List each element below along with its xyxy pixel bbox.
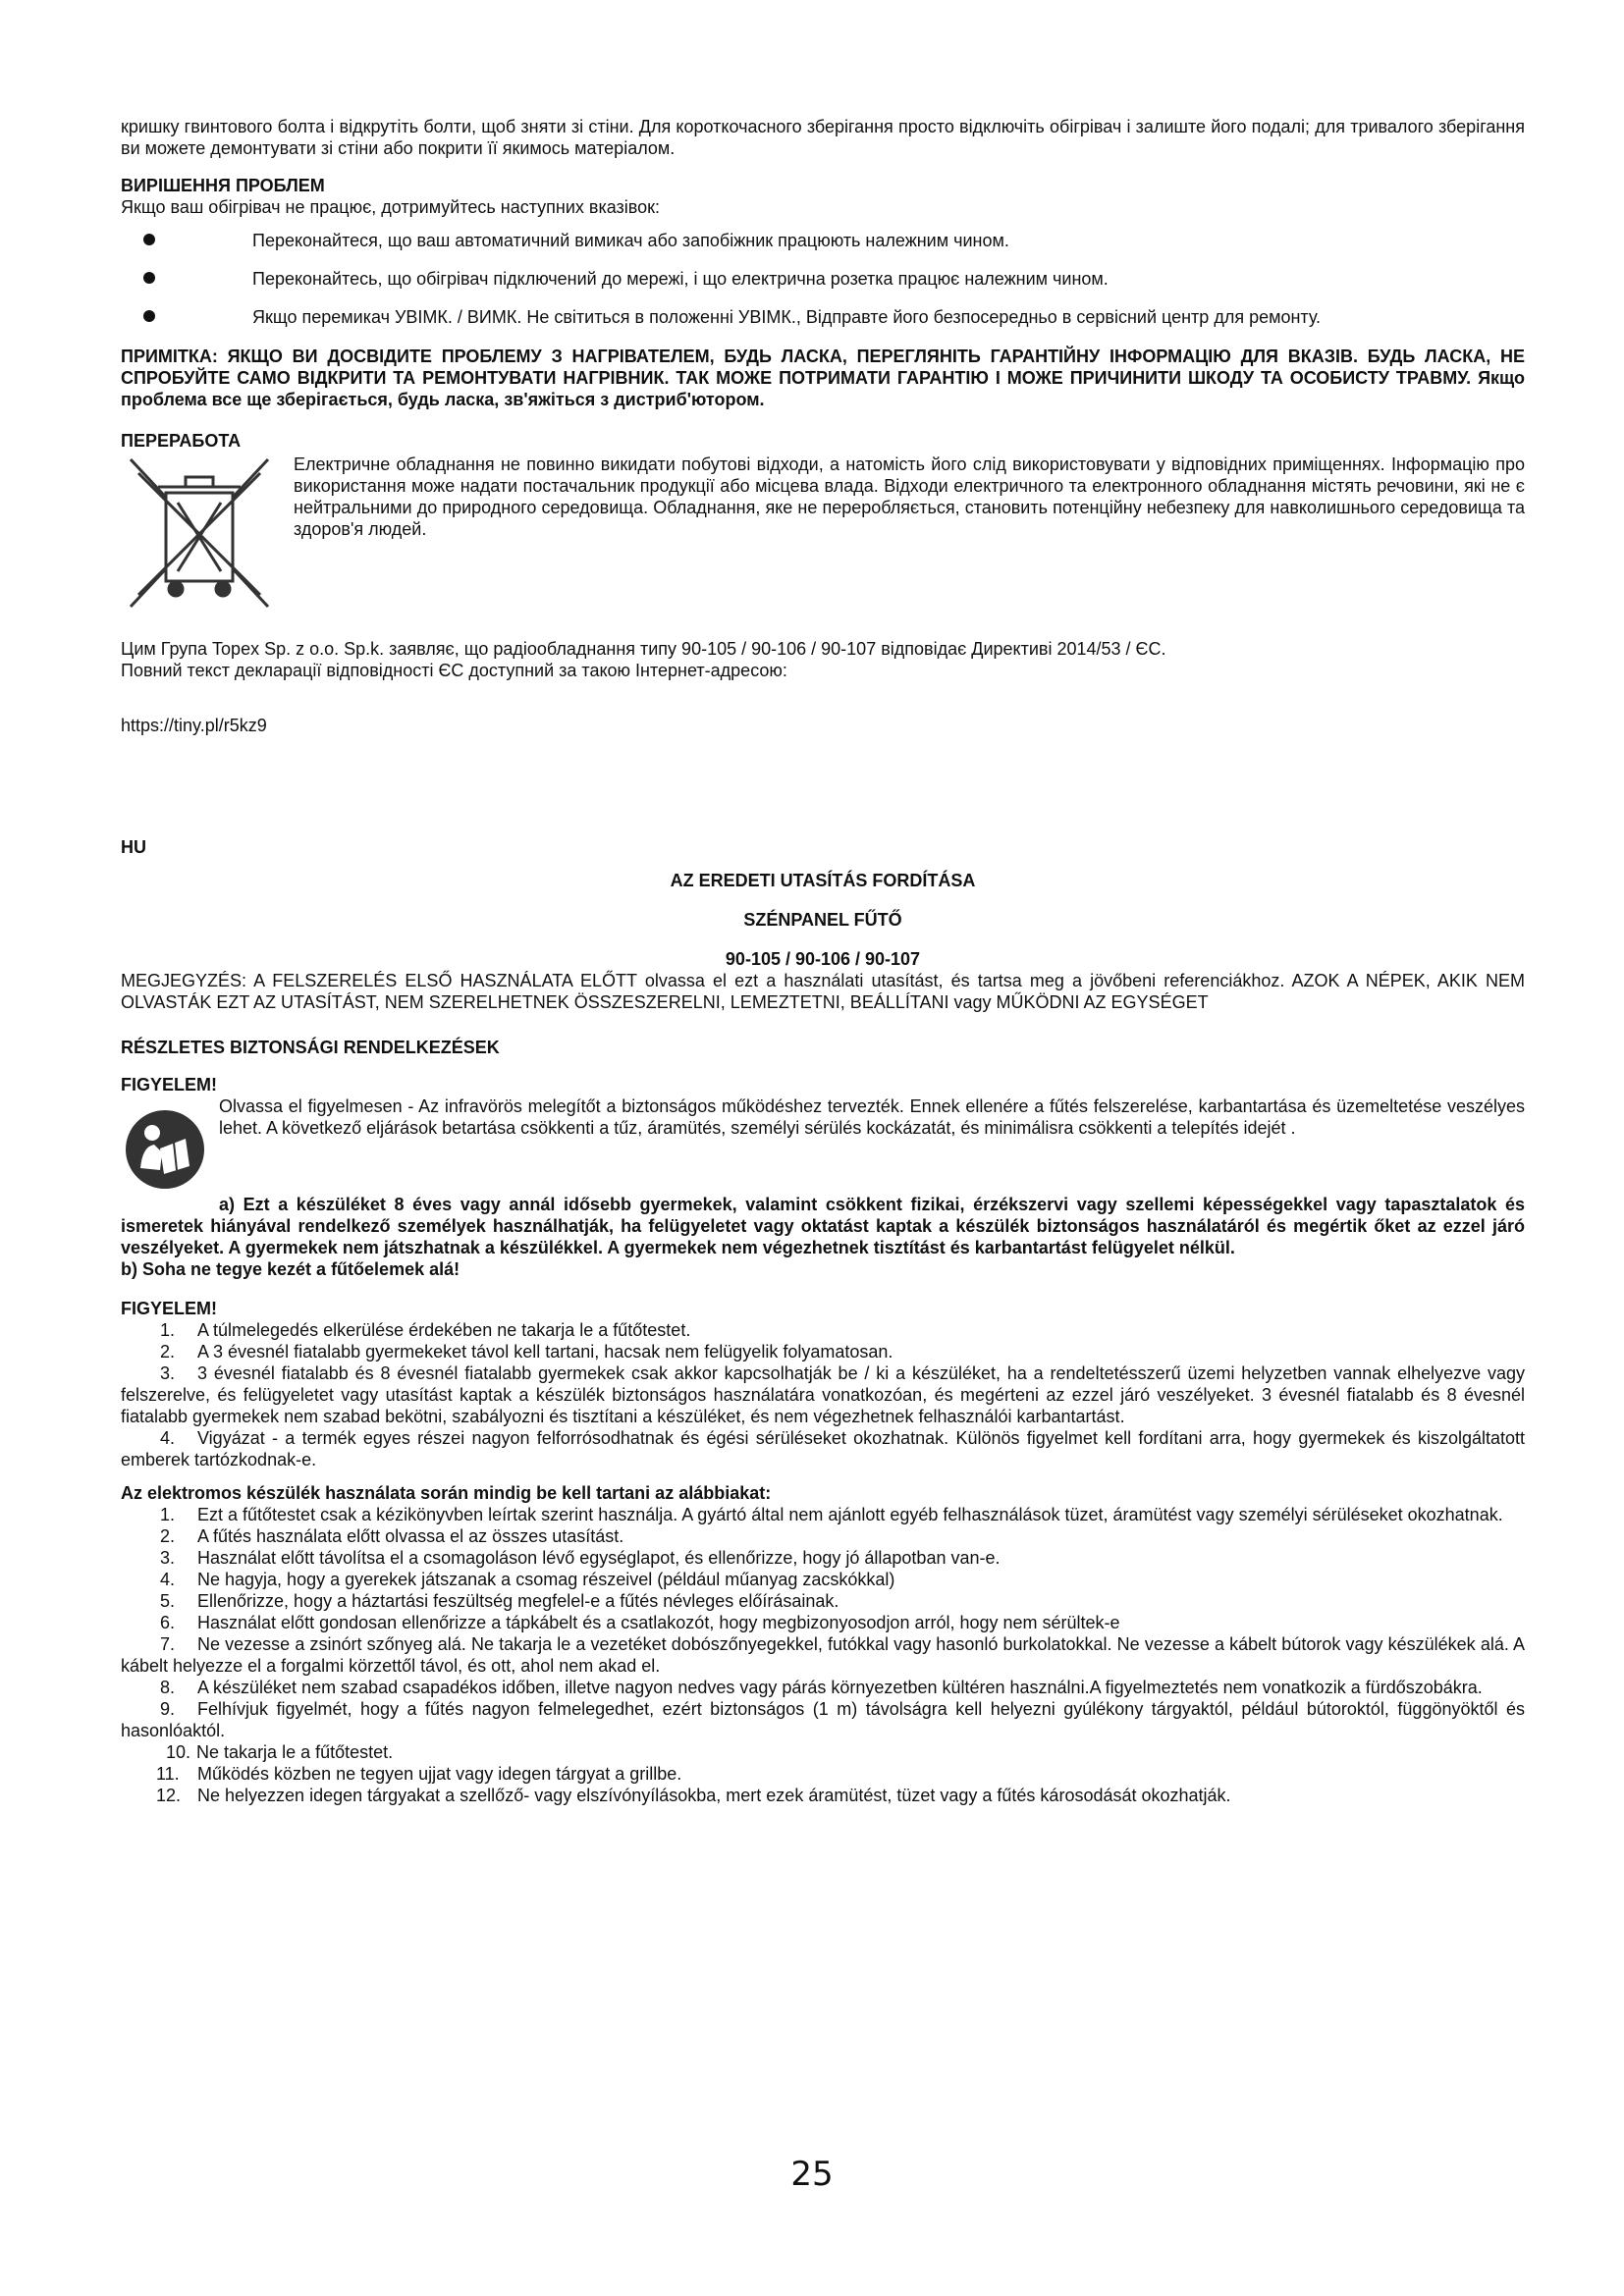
hu-title-2: SZÉNPANEL FŰTŐ [743,910,902,930]
list-item: 12. Ne helyezzen idegen tárgyakat a szellőző- vagy elszívónyílásokba, mert ezek áramütést, tüzet vagy a fűtés károsodását okozhatják. [156,1786,1231,1805]
list-item: 10. Ne takarja le a fűtőtestet. [166,1742,394,1762]
page-number: 25 [790,2155,834,2194]
uk-declaration-line-2: Повний текст декларації відповідності ЄС доступний за такою Інтернет-адресою: [121,661,787,680]
bullet-icon [143,234,155,245]
crossed-out-bin-icon [121,454,294,611]
uk-troubleshoot-heading: ВИРІШЕННЯ ПРОБЛЕМ [121,176,325,195]
list-item: 1. A túlmelegedés elkerülése érdekében ne takarja le a fűtőtestet. [160,1320,691,1340]
uk-recycling-heading: ПЕРЕРАБОТА [121,431,242,451]
list-item: 9. Felhívjuk figyelmét, hogy a fűtés nagyon felmelegedhet, ezért biztonságos (1 m) távolságra kell helyezni gyúlékony tárgyaktól, például bútoroktól, függönyöktől és hasonlóaktól. [121,1699,1525,1740]
hu-warning-text: Olvassa el figyelmesen - Az infravörös melegítőt a biztonságos működéshez tervezték. Ennek ellenére a fűtés felszerelése, karbantartása és üzemeltetése veszélyes lehet. A következő eljárások betartása csökkenti a tűz, áramütés, személyi sérülés kockázatát, és minimálisra csökkenti a telepítés idejét . [219,1096,1525,1138]
hu-electric-list [121,1504,1525,1806]
list-item: Якщо перемикач УВІМК. / ВИМК. Не світиться в положенні УВІМК., Відправте його безпосередньо в сервісний центр для ремонту. [121,306,1525,328]
list-item: 2. A 3 évesnél fiatalabb gyermekeket távol kell tartani, hacsak nem felügyelik folyamatosan. [160,1342,893,1362]
list-item: 5. Ellenőrizze, hogy a háztartási feszültség megfelel-e a fűtés névleges előírásainak. [160,1591,839,1611]
uk-declaration-line-1: Цим Група Topex Sp. z o.o. Sp.k. заявляє, що радіообладнання типу 90-105 / 90-106 / 90-107 відповідає Директиві 2014/53 / ЄС. [121,639,1166,659]
list-item: 3. 3 évesnél fiatalabb és 8 évesnél fiatalabb gyermekek csak akkor kapcsolhatják be / ki a készüléket, ha a rendeltetésszerű üzemi helyzetben vannak elhelyezve vagy felszerelve, és felügyeletet vagy utasítást kaptak a készülék biztonságos használatára vonatkozóan, és megérteni az ezzel járó veszélyeket. 3 évesnél fiatalabb és 8 évesnél fiatalabb gyermekek nem szabad bekötni, szabályozni és tisztítani a készüléket, és nem végezhetnek felhasználói karbantartást. [121,1363,1525,1426]
bullet-icon [143,272,155,284]
uk-recycling-text: Електричне обладнання не повинно викидати побутові відходи, а натомість його слід використовувати у відповідних приміщеннях. Інформацію про використання може надати постачальник продукції або місцева влада. Відходи електричного та електронного обладнання містять речовини, які не є нейтральними до природного середовища. Обладнання, яке не переробляється, становить потенційну небезпеку для навколишнього середовища та здоров'я людей. [294,454,1525,539]
list-item: 7. Ne vezesse a zsinórt szőnyeg alá. Ne takarja le a vezetéket dobószőnyegekkel, futókkal vagy hasonló burkolatokkal. Ne vezesse a kábelt bútorok vagy készülékek alá. A kábelt helyezze el a forgalmi körzettől távol, és ott, ahol nem akad el. [121,1634,1525,1676]
hu-title-1: AZ EREDETI UTASÍTÁS FORDÍTÁSA [670,871,976,890]
list-item: 4. Vigyázat - a termék egyes részei nagyon felforrósodhatnak és égési sérüléseket okozhatnak. Különös figyelmet kell fordítani arra, hogy gyermekek és kiszolgáltatott emberek tartózkodnak-e. [121,1428,1525,1469]
hu-attention-1: FIGYELEM! [121,1075,217,1095]
read-manual-icon [121,1105,219,1194]
list-item: Переконайтеся, що ваш автоматичний вимикач або запобіжник працюють належним чином. [121,230,1525,251]
list-item: 11. Működés közben ne tegyen ujjat vagy idegen tárgyat a grillbe. [156,1764,682,1784]
list-item: 1. Ezt a fűtőtestet csak a kézikönyvben leírtak szerint használja. A gyártó által nem ajánlott egyéb felhasználások tüzet, áramütést vagy személyi sérüléseket okozhatnak. [160,1505,1503,1524]
hu-attention-2: FIGYELEM! [121,1299,217,1318]
hu-notice: MEGJEGYZÉS: A FELSZERELÉS ELSŐ HASZNÁLATA ELŐTT olvassa el ezt a használati utasítást, és tartsa meg a jövőbeni referenciákhoz. AZOK A NÉPEK, AKIK NEM OLVASTÁK EZT AZ UTASÍTÁST, NEM SZERELHETNEK ÖSSZESZERELNI, LEMEZTETNI, BEÁLLÍTANI vagy MŰKÖDNI AZ EGYSÉGET [121,971,1525,1012]
list-item: 4. Ne hagyja, hogy a gyerekek játszanak a csomag részeivel (például műanyag zacskókkal) [160,1570,895,1589]
uk-bullet-list [121,230,1525,328]
uk-intro-paragraph: кришку гвинтового болта і відкрутіть болти, щоб зняти зі стіни. Для короткочасного зберігання просто відключіть обігрівач і залиште його подалі; для тривалого зберігання ви можете демонтувати зі стіни або покрити її якимось матеріалом. [121,117,1525,158]
list-item: 6. Használat előtt gondosan ellenőrizze a tápkábelt és a csatlakozót, hogy megbizonyosodjon arról, hogy nem sérültek-e [160,1613,1120,1632]
hu-language-code: HU [121,837,146,857]
list-item: 8. A készüléket nem szabad csapadékos időben, illetve nagyon nedves vagy párás környezetben kültéren használni.A figyelmeztetés nem vonatkozik a fürdőszobákra. [160,1678,1483,1697]
hu-warning-list [121,1319,1525,1470]
uk-recycling-block [121,454,1525,611]
list-item: Переконайтесь, що обігрівач підключений до мережі, і що електрична розетка працює належним чином. [121,268,1525,290]
uk-troubleshoot-intro: Якщо ваш обігрівач не працює, дотримуйтесь наступних вказівок: [121,197,661,217]
hu-point-a: a) Ezt a készüléket 8 éves vagy annál idősebb gyermekek, valamint csökkent fizikai, érzékszervi vagy szellemi képességekkel vagy tapasztalatok és ismeretek hiányával rendelkező személyek használhatják, ha felügyeletet vagy oktatást kaptak a készülék biztonságos használatáról és megértik őket az ezzel járó veszélyeket. A gyermekek nem játszhatnak a készülékkel. A gyermekek nem végezhetnek tisztítást és karbantartást felügyelet nélkül. [121,1195,1525,1257]
list-item: 2. A fűtés használata előtt olvassa el az összes utasítást. [160,1526,624,1546]
uk-note: ПРИМІТКА: ЯКЩО ВИ ДОСВІДИТЕ ПРОБЛЕМУ З НАГРІВАТЕЛЕМ, БУДЬ ЛАСКА, ПЕРЕГЛЯНІТЬ ГАРАНТІЙНУ ІНФОРМАЦІЮ ДЛЯ ВКАЗІВ. БУДЬ ЛАСКА, НЕ СПРОБУЙТЕ САМО ВІДКРИТИ ТА РЕМОНТУВАТИ НАГРІВНИК. ТАК МОЖЕ ПОТРИМАТИ ГАРАНТІЮ І МОЖЕ ПРИЧИНИТИ ШКОДУ ТА ОСОБИСТУ ТРАВМУ. Якщо проблема все ще зберігається, будь ласка, зв'яжіться з дистриб'ютором. [121,347,1525,409]
uk-declaration-url[interactable]: https://tiny.pl/r5kz9 [121,716,267,735]
hu-models: 90-105 / 90-106 / 90-107 [725,949,921,969]
hu-point-b: b) Soha ne tegye kezét a fűtőelemek alá! [121,1259,460,1279]
bullet-icon [143,310,155,322]
hu-electric-heading: Az elektromos készülék használata során mindig be kell tartani az alábbiakat: [121,1483,772,1503]
document-page [121,116,1525,1806]
list-item: 3. Használat előtt távolítsa el a csomagoláson lévő egységlapot, és ellenőrizze, hogy jó állapotban van-e. [160,1548,1001,1568]
hu-safety-heading: RÉSZLETES BIZTONSÁGI RENDELKEZÉSEK [121,1038,500,1057]
hu-warning-block [121,1095,1525,1194]
